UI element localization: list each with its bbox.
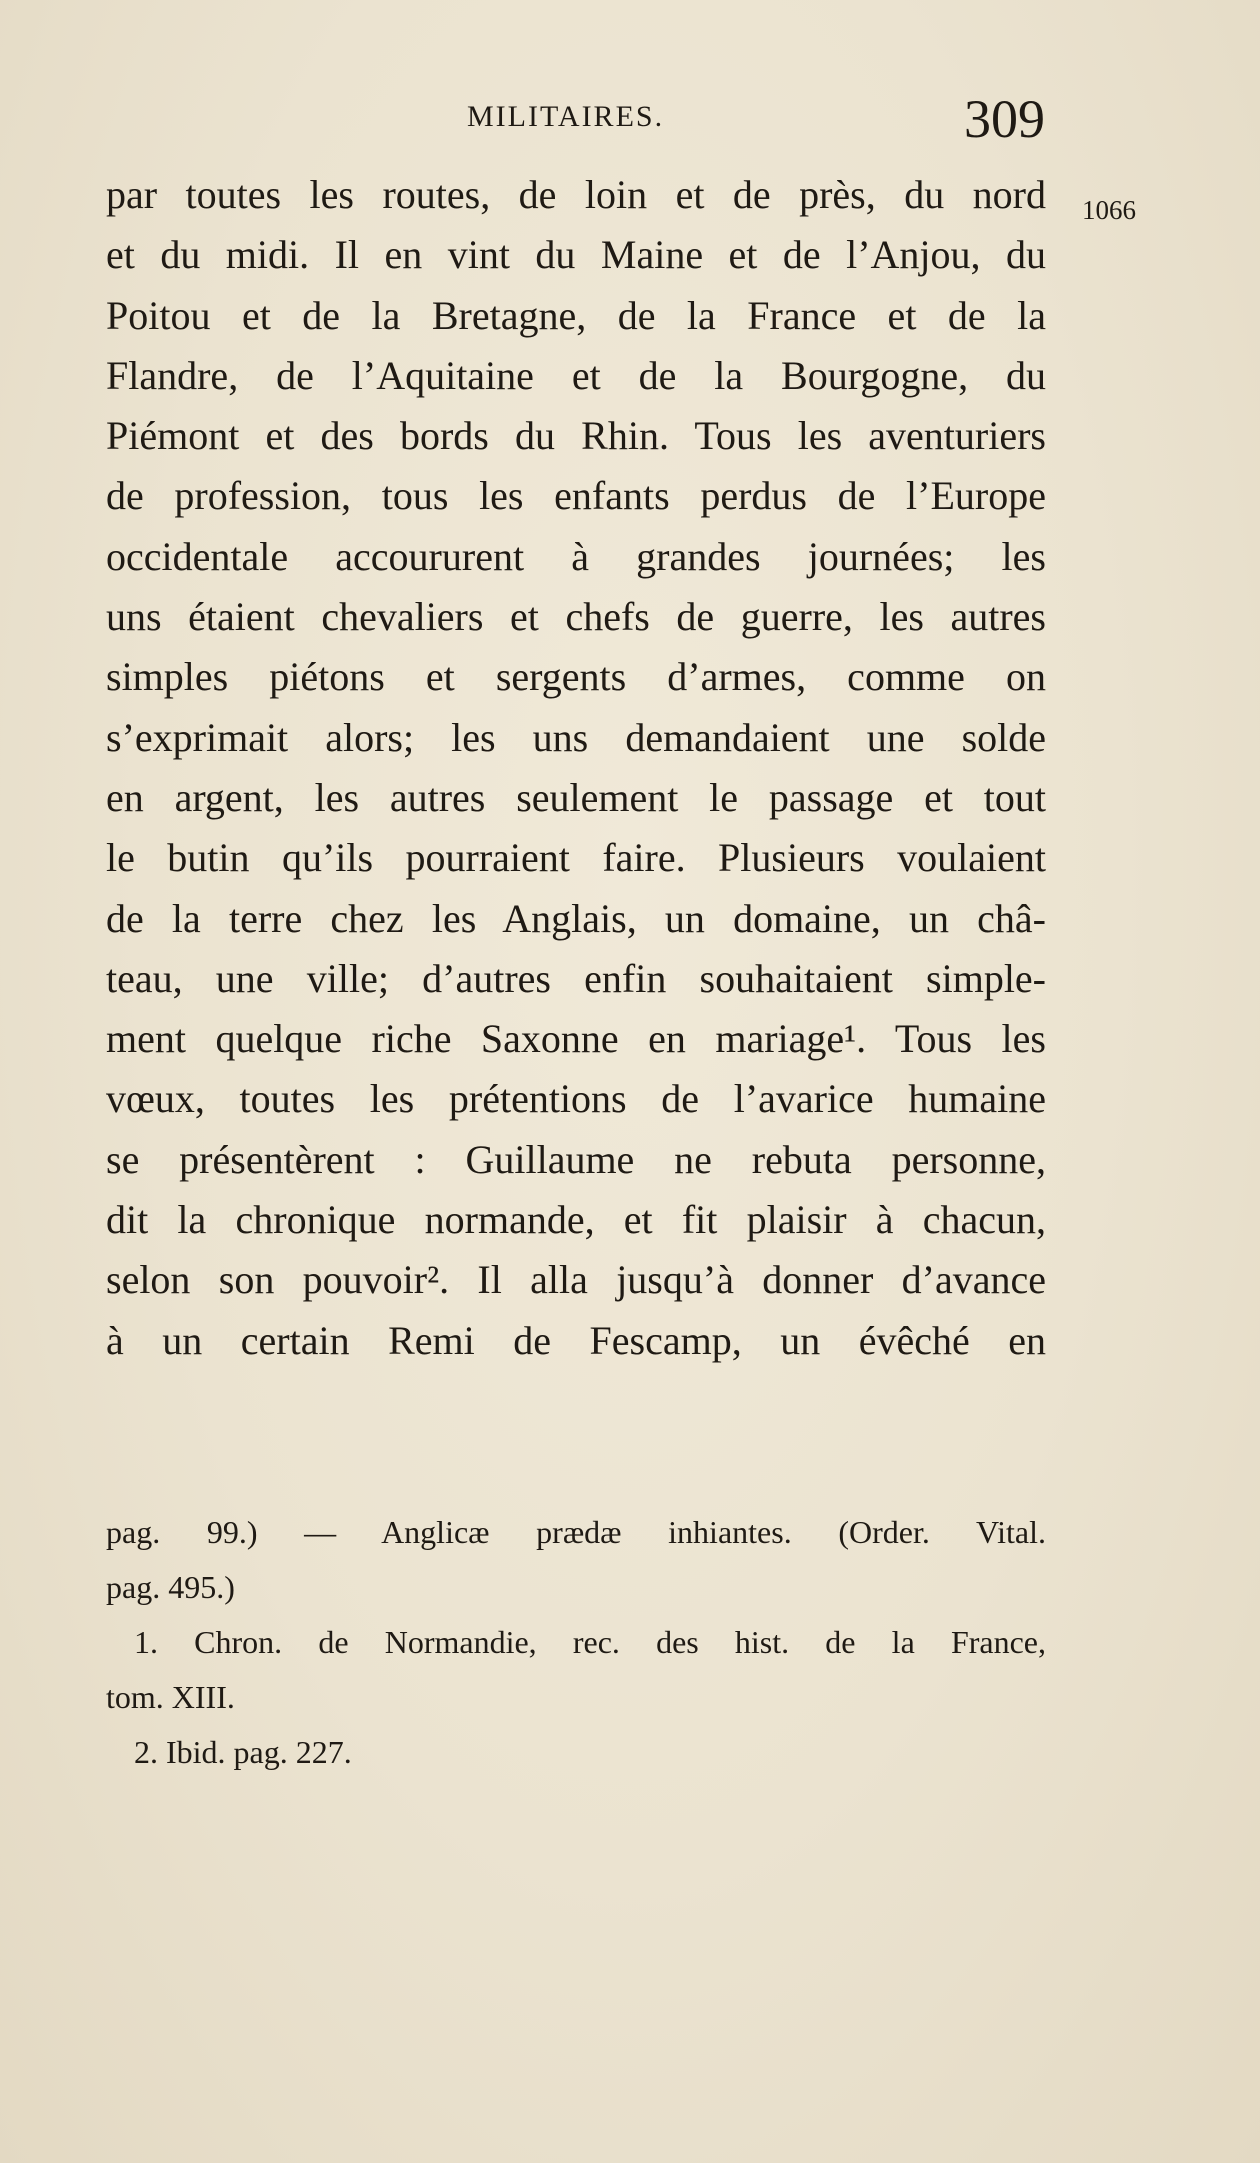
body-line: Poitou et de la Bretagne, de la France et de la bbox=[106, 292, 1046, 338]
body-line: se présentèrent : Guillaume ne rebuta personne, bbox=[106, 1136, 1046, 1182]
footnote-2: 2. Ibid. pag. 227. bbox=[134, 1734, 352, 1770]
footnote-1: 1. Chron. de Normandie, rec. des hist. de la France, bbox=[134, 1624, 1046, 1660]
body-line: de profession, tous les enfants perdus de l’Europe bbox=[106, 473, 1046, 519]
body-line: selon son pouvoir². Il alla jusqu’à donner d’avance bbox=[106, 1257, 1046, 1303]
page-number: 309 bbox=[964, 89, 1045, 149]
running-head: MILITAIRES. bbox=[467, 100, 665, 133]
body-line: de la terre chez les Anglais, un domaine, un châ- bbox=[106, 895, 1046, 941]
body-line: dit la chronique normande, et fit plaisir à chacun, bbox=[106, 1197, 1046, 1243]
body-line: par toutes les routes, de loin et de près, du nord bbox=[106, 172, 1046, 217]
footnote-continuation: pag. 99.) — Anglicæ prædæ inhiantes. (Order. Vital. bbox=[106, 1514, 1046, 1550]
margin-year-note: 1066 bbox=[1082, 195, 1136, 225]
body-line: à un certain Remi de Fescamp, un évêché en bbox=[106, 1317, 1046, 1363]
footnotes bbox=[106, 1505, 1046, 1780]
body-line: occidentale accoururent à grandes journées; les bbox=[106, 533, 1046, 579]
body-text bbox=[106, 165, 1046, 1371]
footnote-continuation: pag. 495.) bbox=[106, 1569, 235, 1605]
body-line: s’exprimait alors; les uns demandaient une solde bbox=[106, 714, 1046, 760]
footnote-1-continuation: tom. XIII. bbox=[106, 1679, 235, 1715]
body-line: ment quelque riche Saxonne en mariage¹. Tous les bbox=[106, 1016, 1046, 1062]
body-line: et du midi. Il en vint du Maine et de l’Anjou, du bbox=[106, 232, 1046, 278]
body-line: teau, une ville; d’autres enfin souhaitaient simple- bbox=[106, 955, 1046, 1001]
body-line: Piémont et des bords du Rhin. Tous les aventuriers bbox=[106, 413, 1046, 459]
body-line: uns étaient chevaliers et chefs de guerre, les autres bbox=[106, 594, 1046, 640]
body-line: simples piétons et sergents d’armes, comme on bbox=[106, 654, 1046, 700]
body-line: vœux, toutes les prétentions de l’avarice humaine bbox=[106, 1076, 1046, 1122]
body-line: Flandre, de l’Aquitaine et de la Bourgogne, du bbox=[106, 352, 1046, 398]
body-line: le butin qu’ils pourraient faire. Plusieurs voulaient bbox=[106, 835, 1046, 881]
body-line: en argent, les autres seulement le passage et tout bbox=[106, 774, 1046, 820]
